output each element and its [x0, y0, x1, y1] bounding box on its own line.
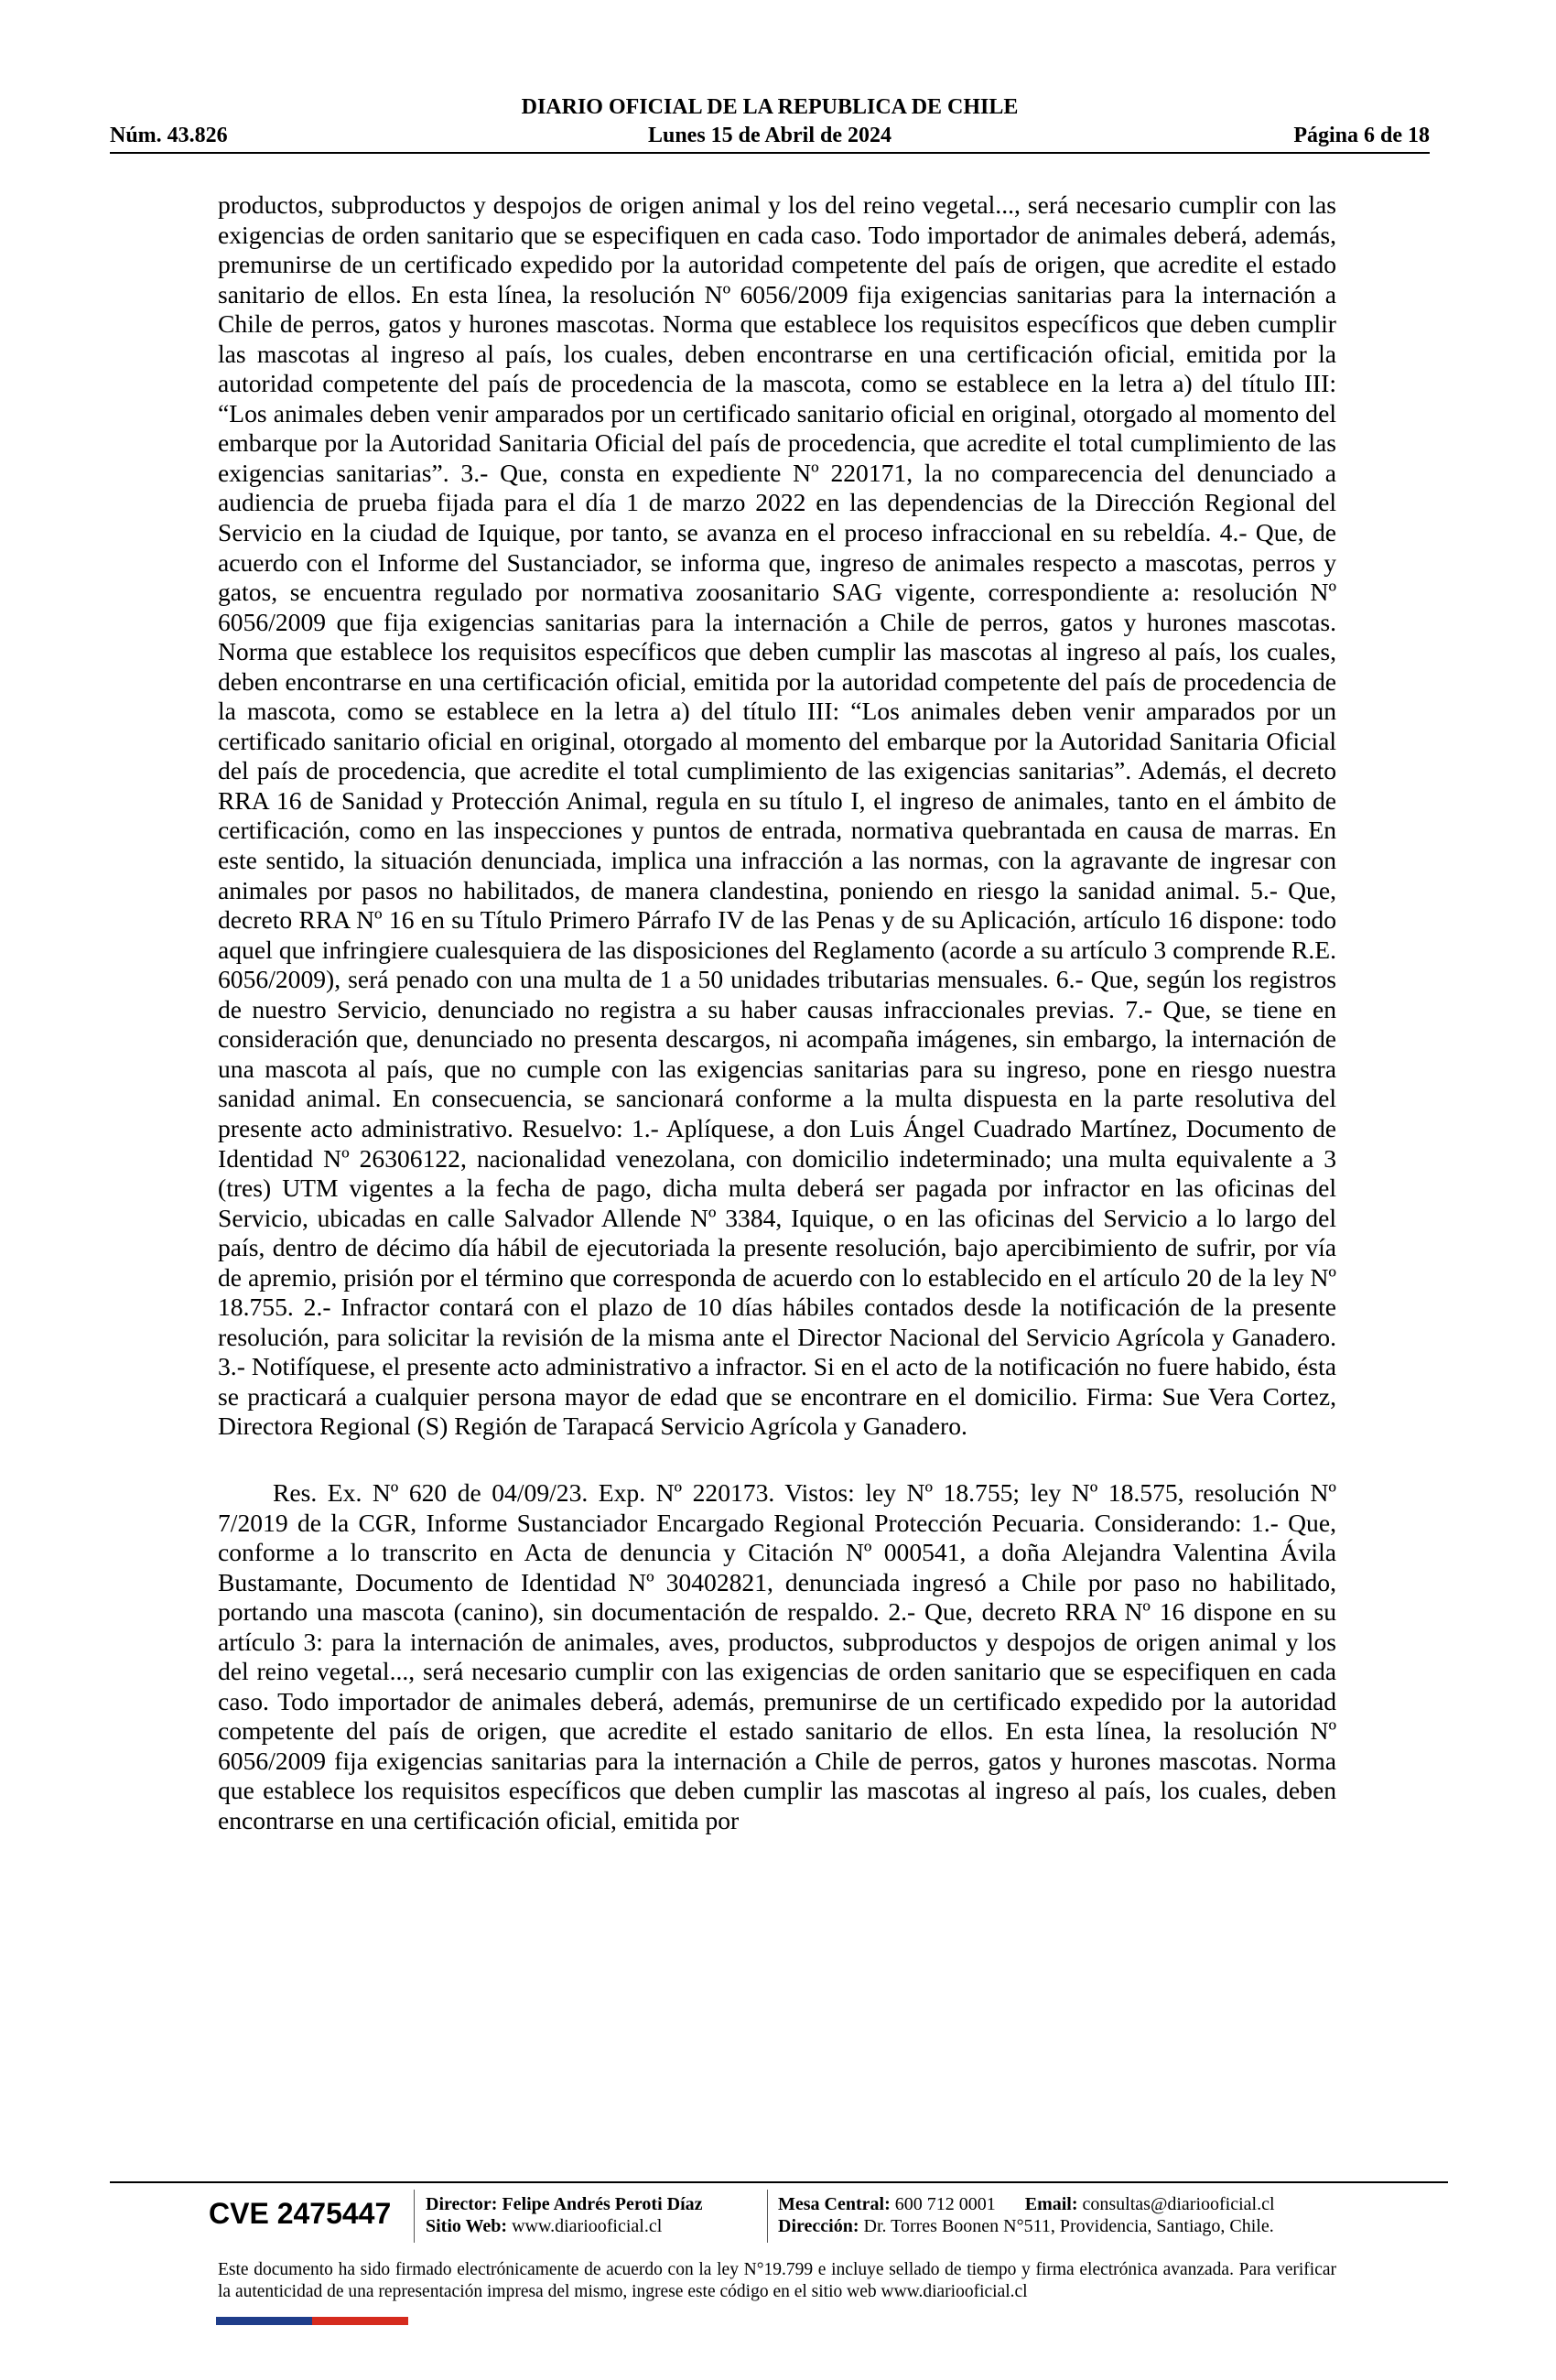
footer-separator — [767, 2190, 768, 2243]
issue-number: Núm. 43.826 — [110, 124, 228, 147]
phone-number: 600 712 0001 — [894, 2194, 996, 2214]
paragraph: Res. Ex. Nº 620 de 04/09/23. Exp. Nº 220173. Vistos: ley Nº 18.755; ley Nº 18.575, resolución Nº 7/2019 de la CGR, Informe Sustanciador Encargado Regional Protección Pecuaria. Considerando: 1.- Que, conforme a lo transcrito en Acta de denuncia y Citación Nº 000541, a doña Alejandra Valentina Ávila Bustamante, Documento de Identidad Nº 30402821, denunciada ingresó a Chile por paso no habilitado, portando una mascota (canino), sin documentación de respaldo. 2.- Que, decreto RRA Nº 16 dispone en su artículo 3: para la internación de animales, aves, productos, subproductos y despojos de origen animal y los del reino vegetal..., será necesario cumplir con las exigencias de orden sanitario que se especifiquen en cada caso. Todo importador de animales deberá, además, premunirse de un certificado expedido por la autoridad competente del país de origen, que acredite el estado sanitario de ellos. En esta línea, la resolución Nº 6056/2009 fija exigencias sanitarias para la internación a Chile de perros, gatos y hurones mascotas. Norma que establece los requisitos específicos que deben cumplir las mascotas al ingreso al país, los cuales, deben encontrarse en una certificación oficial, emitida por — [218, 1477, 1336, 1834]
footer-director-block: Director: Felipe Andrés Peroti Díaz Sitio Web: www.diariooficial.cl — [426, 2194, 703, 2236]
footer-separator — [414, 2190, 415, 2243]
cve-code: CVE 2475447 — [209, 2197, 392, 2230]
chile-flag-stripe — [216, 2317, 408, 2325]
address: Dr. Torres Boonen N°511, Providencia, Santiago, Chile. — [863, 2216, 1274, 2236]
signature-disclaimer: Este documento ha sido firmado electrónicamente de acuerdo con la ley N°19.799 e incluye sellado de tiempo y firma electrónica avanzada. Para verificar la autenticidad de una representación impresa del mismo, ingrese este código en el sitio web www.diariooficial.cl — [218, 2260, 1336, 2301]
footer-divider — [110, 2181, 1448, 2183]
page-header — [110, 93, 1430, 152]
paragraph: productos, subproductos y despojos de origen animal y los del reino vegetal..., será necesario cumplir con las exigencias de orden sanitario que se especifiquen en cada caso. Todo importador de animales deberá, además, premunirse de un certificado expedido por la autoridad competente del país de origen, que acredite el estado sanitario de ellos. En esta línea, la resolución Nº 6056/2009 fija exigencias sanitarias para la internación a Chile de perros, gatos y hurones mascotas. Norma que establece los requisitos específicos que deben cumplir las mascotas al ingreso al país, los cuales, deben encontrarse en una certificación oficial, emitida por la autoridad competente del país de procedencia de la mascota, como se establece en la letra a) del título III: “Los animales deben venir amparados por un certificado sanitario oficial en original, otorgado al momento del embarque por la Autoridad Sanitaria Oficial del país de procedencia, que acredite el total cumplimiento de las exigencias sanitarias”. 3.- Que, consta en expediente Nº 220171, la no comparecencia del denunciado a audiencia de prueba fijada para el día 1 de marzo 2022 en las dependencias de la Dirección Regional del Servicio en la ciudad de Iquique, por tanto, se avanza en el proceso infraccional en su rebeldía. 4.- Que, de acuerdo con el Informe del Sustanciador, se informa que, ingreso de animales respecto a mascotas, perros y gatos, se encuentra regulado por normativa zoosanitario SAG vigente, correspondiente a: resolución Nº 6056/2009 que fija exigencias sanitarias para la internación a Chile de perros, gatos y hurones mascotas. Norma que establece los requisitos específicos que deben cumplir las mascotas al ingreso al país, los cuales, deben encontrarse en una certificación oficial, emitida por la autoridad competente del país de procedencia de la mascota, como se establece en la letra a) del título III: “Los animales deben venir amparados por un certificado sanitario oficial en original, otorgado al momento del embarque por la Autoridad Sanitaria Oficial del país de procedencia, que acredite el total cumplimiento de las exigencias sanitarias”. Además, el decreto RRA 16 de Sanidad y Protección Animal, regula en su título I, el ingreso de animales, tanto en el ámbito de certificación, como en las inspecciones y puntos de entrada, normativa quebrantada en causa de marras. En este sentido, la situación denunciada, implica una infracción a las normas, con la agravante de ingresar con animales por pasos no habilitados, de manera clandestina, poniendo en riesgo la sanidad animal. 5.- Que, decreto RRA Nº 16 en su Título Primero Párrafo IV de las Penas y de su Aplicación, artículo 16 dispone: todo aquel que infringiere cualesquiera de las disposiciones del Reglamento (acorde a su artículo 3 comprende R.E. 6056/2009), será penado con una multa de 1 a 50 unidades tributarias mensuales. 6.- Que, según los registros de nuestro Servicio, denunciado no registra a su haber causas infraccionales previas. 7.- Que, se tiene en consideración que, denunciado no presenta descargos, ni acompaña imágenes, sin embargo, la internación de una mascota al país, que no cumple con las exigencias sanitarias para su ingreso, pone en riesgo nuestra sanidad animal. En consecuencia, se sancionará conforme a la multa dispuesta en la parte resolutiva del presente acto administrativo. Resuelvo: 1.- Aplíquese, a don Luis Ángel Cuadrado Martínez, Documento de Identidad Nº 26306122, nacionalidad venezolana, con domicilio indeterminado; una multa equivalente a 3 (tres) UTM vigentes a la fecha de pago, dicha multa deberá ser pagada por infractor en las oficinas del Servicio, ubicadas en calle Salvador Allende Nº 3384, Iquique, o en las oficinas del Servicio a lo largo del país, dentro de décimo día hábil de ejecutoriada la presente resolución, bajo apercibimiento de sufrir, por vía de apremio, prisión por el término que corresponda de acuerdo con lo establecido en el artículo 20 de la ley Nº 18.755. 2.- Infractor contará con el plazo de 10 días hábiles contados desde la notificación de la presente resolución, para solicitar la revisión de la misma ante el Director Nacional del Servicio Agrícola y Ganadero. 3.- Notifíquese, el presente acto administrativo a infractor. Si en el acto de la notificación no fuere habido, ésta se practicará a cualquier persona mayor de edad que se encontrare en el domicilio. Firma: Sue Vera Cortez, Directora Regional (S) Región de Tarapacá Servicio Agrícola y Ganadero. — [218, 190, 1336, 1441]
header-divider — [110, 152, 1430, 154]
page-number: Página 6 de 18 — [1293, 124, 1430, 147]
director-name: Felipe Andrés Peroti Díaz — [502, 2194, 703, 2214]
footer-contact-block: Mesa Central: 600 712 0001 Email: consultas@diariooficial.cl Dirección: Dr. Torres Boonen N°511, Providencia, Santiago, Chile. — [778, 2194, 1275, 2236]
email-link[interactable]: consultas@diariooficial.cl — [1082, 2194, 1275, 2214]
website-link[interactable]: www.diariooficial.cl — [512, 2216, 663, 2236]
newspaper-title: DIARIO OFICIAL DE LA REPUBLICA DE CHILE — [521, 95, 1019, 119]
document-body — [218, 190, 1336, 1836]
issue-date: Lunes 15 de Abril de 2024 — [647, 124, 892, 147]
